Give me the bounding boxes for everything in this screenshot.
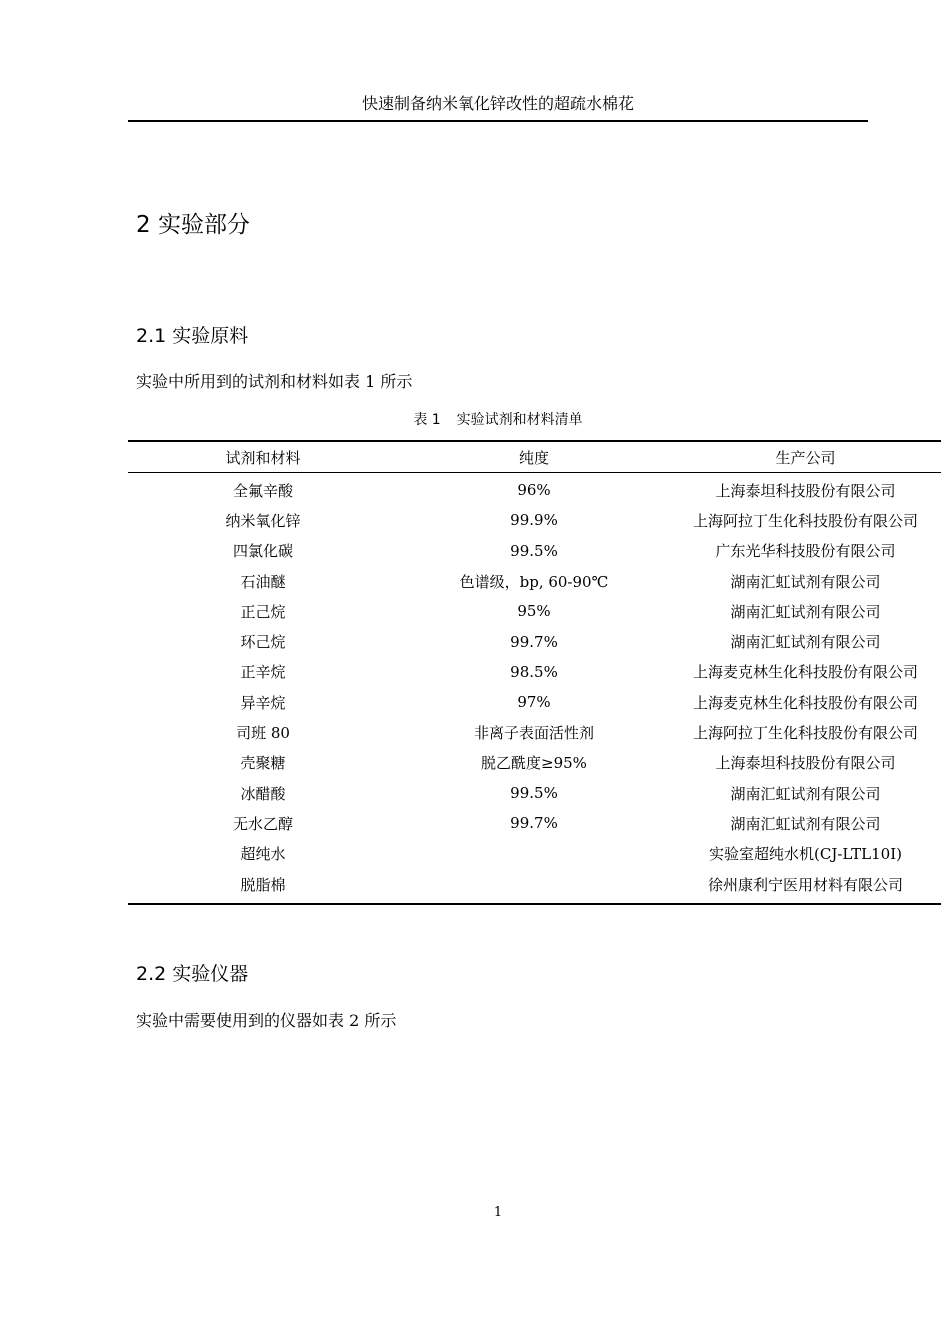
instruments-intro-text: 实验中需要使用到的仪器如表 2 所示 <box>136 1011 397 1030</box>
cell-purity: 95% <box>517 602 551 621</box>
cell-material: 无水乙醇 <box>232 814 293 833</box>
table-row <box>128 473 941 506</box>
cell-material: 司班 80 <box>236 724 290 743</box>
cell-purity: 色谱级，bp, 60-90℃ <box>459 572 609 591</box>
table-row <box>128 808 941 838</box>
cell-material: 壳聚糖 <box>240 754 286 773</box>
cell-material: 脱脂棉 <box>240 875 286 894</box>
cell-manufacturer: 徐州康利宁医用材料有限公司 <box>707 875 903 894</box>
table-row <box>128 505 941 535</box>
table-row <box>128 626 941 656</box>
cell-purity: 脱乙酰度≥95% <box>481 754 587 773</box>
subsection-heading-materials: 2.1 实验原料 <box>136 325 249 347</box>
cell-manufacturer: 上海阿拉丁生化科技股份有限公司 <box>692 724 918 743</box>
cell-material: 异辛烷 <box>240 693 286 712</box>
cell-manufacturer: 广东光华科技股份有限公司 <box>715 542 896 561</box>
table-row <box>128 778 941 808</box>
table-row <box>128 566 941 596</box>
table-caption <box>128 410 868 430</box>
table-row <box>128 657 941 687</box>
cell-manufacturer: 上海麦克林生化科技股份有限公司 <box>692 693 918 712</box>
cell-purity: 99.9% <box>510 511 558 530</box>
table-row <box>128 717 941 747</box>
cell-material: 环己烷 <box>240 633 286 652</box>
section-heading: 2 实验部分 <box>136 212 250 238</box>
cell-material: 正辛烷 <box>240 663 286 682</box>
cell-manufacturer: 湖南汇虹试剂有限公司 <box>730 784 881 803</box>
cell-manufacturer: 湖南汇虹试剂有限公司 <box>730 633 881 652</box>
table-caption-title: 实验试剂和材料清单 <box>456 412 583 428</box>
cell-purity <box>398 869 670 904</box>
cell-manufacturer: 上海麦克林生化科技股份有限公司 <box>692 663 918 682</box>
cell-purity: 非离子表面活性剂 <box>473 724 594 743</box>
table-row <box>128 687 941 717</box>
materials-table <box>128 440 941 905</box>
cell-purity: 99.7% <box>510 814 558 833</box>
cell-material: 石油醚 <box>240 572 286 591</box>
table-row <box>128 596 941 626</box>
cell-purity <box>398 839 670 869</box>
table-row <box>128 839 941 869</box>
table-caption-label: 表 1 <box>413 412 441 428</box>
cell-purity: 99.5% <box>510 541 558 560</box>
table-row <box>128 536 941 566</box>
table-row <box>128 748 941 778</box>
materials-intro-text: 实验中所用到的试剂和材料如表 1 所示 <box>136 372 413 391</box>
cell-purity: 98.5% <box>510 662 558 681</box>
page-number: 1 <box>493 1205 503 1220</box>
cell-manufacturer: 湖南汇虹试剂有限公司 <box>730 572 881 591</box>
cell-purity: 96% <box>517 481 551 500</box>
cell-material: 全氟辛酸 <box>232 481 293 500</box>
subsection-heading-instruments: 2.2 实验仪器 <box>136 963 249 985</box>
cell-material: 四氯化碳 <box>232 542 293 561</box>
cell-purity: 99.7% <box>510 632 558 651</box>
cell-manufacturer: 实验室超纯水机(CJ-LTL10I) <box>709 845 902 864</box>
column-header-manufacturer: 生产公司 <box>775 448 836 467</box>
header-rule <box>128 120 868 122</box>
cell-manufacturer: 上海泰坦科技股份有限公司 <box>715 754 896 773</box>
running-header: 快速制备纳米氧化锌改性的超疏水棉花 <box>361 94 634 113</box>
cell-manufacturer: 上海阿拉丁生化科技股份有限公司 <box>692 511 918 530</box>
column-header-material: 试剂和材料 <box>225 448 301 467</box>
cell-purity: 97% <box>517 693 551 712</box>
table-row <box>128 869 941 904</box>
cell-material: 纳米氧化锌 <box>225 511 301 530</box>
cell-material: 超纯水 <box>240 845 286 864</box>
cell-purity: 99.5% <box>510 784 558 803</box>
cell-manufacturer: 湖南汇虹试剂有限公司 <box>730 814 881 833</box>
cell-material: 正己烷 <box>240 602 286 621</box>
cell-manufacturer: 上海泰坦科技股份有限公司 <box>715 481 896 500</box>
table-header-row <box>128 441 941 473</box>
cell-manufacturer: 湖南汇虹试剂有限公司 <box>730 602 881 621</box>
column-header-purity: 纯度 <box>518 448 549 467</box>
cell-material: 冰醋酸 <box>240 784 286 803</box>
